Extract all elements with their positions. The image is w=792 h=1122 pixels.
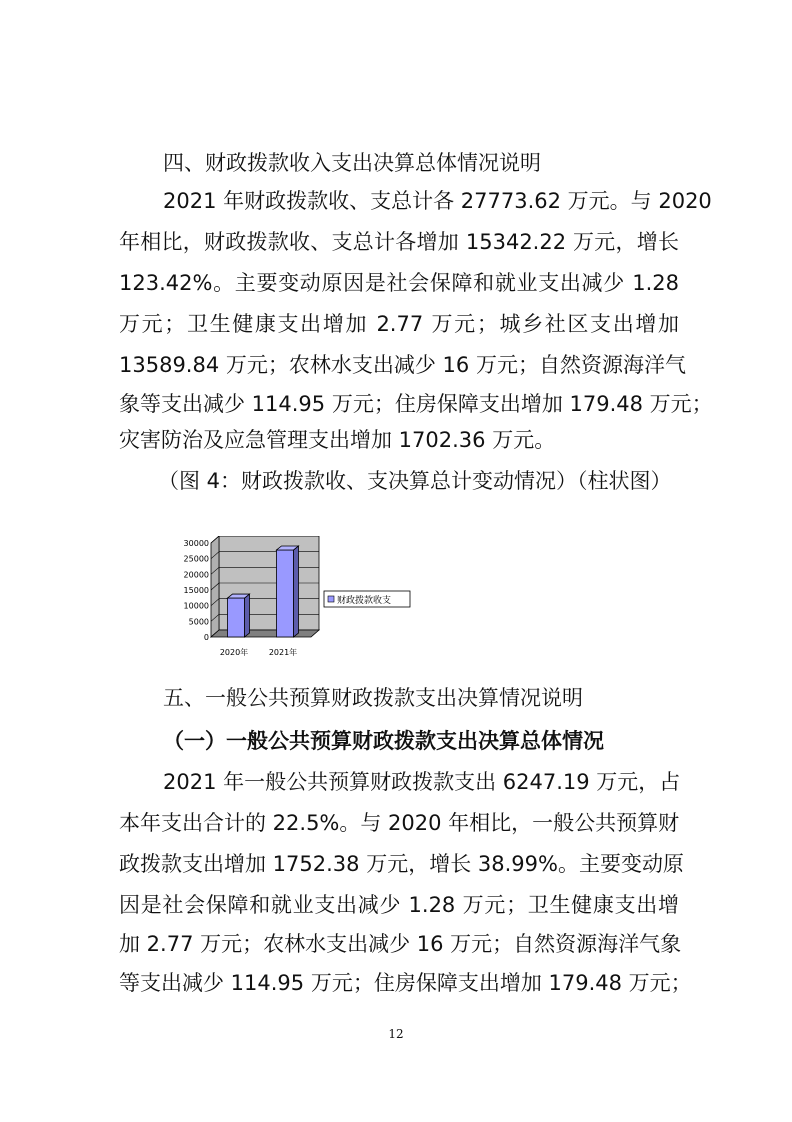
- x-tick-label: 2021年: [268, 648, 298, 657]
- x-tick-label: 2020年: [219, 648, 249, 657]
- legend-swatch: [328, 596, 334, 602]
- chart-x-labels: [220, 647, 297, 657]
- y-tick-label: 0: [203, 633, 209, 642]
- section5-subheading: （一）一般公共预算财政拨款支出决算总体情况: [163, 729, 604, 753]
- figure-caption: （图 4：财政拨款收、支决算总计变动情况）（柱状图）: [158, 469, 672, 493]
- section5-para-line: 本年支出合计的 22.5%。与 2020 年相比，一般公共预算财: [119, 811, 680, 835]
- section4-para-line: 13589.84 万元；农林水支出减少 16 万元；自然资源海洋气: [119, 353, 686, 377]
- y-tick-label: 15000: [183, 586, 209, 595]
- section5-heading: 五、一般公共预算财政拨款支出决算情况说明: [163, 686, 583, 710]
- section4-para-line: 2021 年财政拨款收、支总计各 27773.62 万元。与 2020: [163, 189, 712, 213]
- y-tick-label: 20000: [183, 570, 209, 580]
- legend-label: 财政拨款收支: [337, 596, 392, 606]
- y-tick-label: 25000: [183, 554, 209, 564]
- section4-para-line: 万元；卫生健康支出增加 2.77 万元；城乡社区支出增加: [119, 312, 679, 336]
- bar-side: [245, 594, 250, 637]
- section4-para-line: 123.42%。主要变动原因是社会保障和就业支出减少 1.28: [119, 271, 679, 295]
- section5-para-line: 加 2.77 万元；农林水支出减少 16 万元；自然资源海洋气象: [119, 932, 682, 956]
- y-tick-label: 5000: [188, 617, 209, 627]
- section4-para-line: 年相比，财政拨款收、支总计各增加 15342.22 万元，增长: [119, 230, 679, 254]
- page-number: 12: [388, 1027, 404, 1041]
- section5-para-line: 等支出减少 114.95 万元；住房保障支出增加 179.48 万元；: [119, 971, 692, 995]
- chart-y-ticks: [184, 539, 209, 642]
- section4-para-line: 灾害防治及应急管理支出增加 1702.36 万元。: [119, 428, 556, 452]
- bar-front: [277, 550, 294, 637]
- chart-legend: [324, 591, 410, 607]
- section5-para-line: 政拨款支出增加 1752.38 万元，增长 38.99%。主要变动原: [119, 852, 684, 876]
- y-tick-label: 10000: [183, 601, 209, 611]
- section5-para-line: 2021 年一般公共预算财政拨款支出 6247.19 万元，占: [163, 770, 681, 794]
- y-tick-label: 30000: [183, 539, 209, 548]
- bar-chart: [178, 536, 418, 660]
- section4-para-line: 象等支出减少 114.95 万元；住房保障支出增加 179.48 万元；: [119, 392, 713, 416]
- section5-para-line: 因是社会保障和就业支出减少 1.28 万元；卫生健康支出增: [119, 893, 679, 917]
- bar-front: [228, 598, 245, 637]
- bar-side: [294, 546, 299, 637]
- section4-heading: 四、财政拨款收入支出决算总体情况说明: [163, 151, 541, 175]
